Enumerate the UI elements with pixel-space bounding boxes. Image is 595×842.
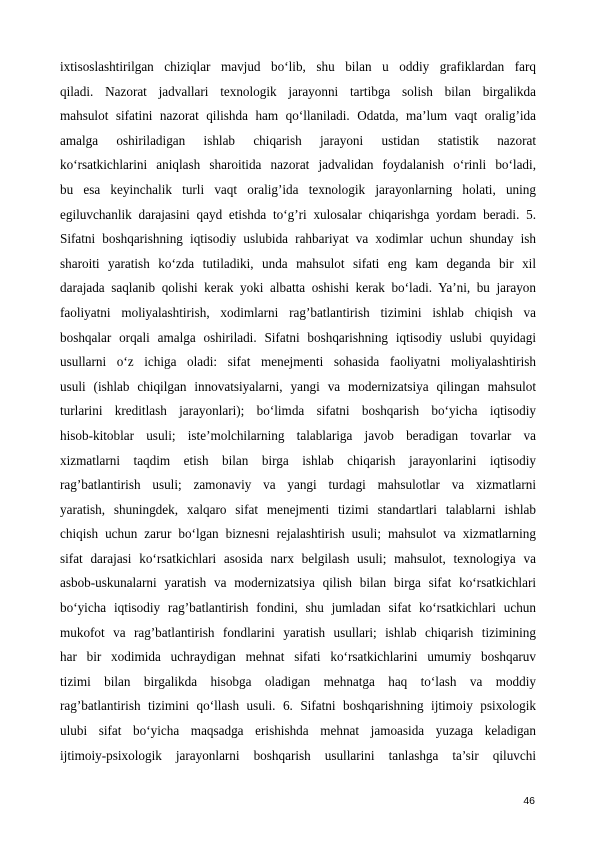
text-line: bu esa keyinchalik turli vaqt oralig’ida texnologik jarayonlarning holati, uning <box>60 181 536 197</box>
text-line: ijtimoiy-psixologik jarayonlarni boshqarish usullarini tanlashga ta’sir qiluvchi <box>60 747 536 763</box>
text-line: rag’batlantirish usuli; zamonaviy va yangi turdagi mahsulotlar va xizmatlarni <box>60 477 536 493</box>
text-line: boshqalar orqali amalga oshiriladi. Sifatni boshqarishning iqtisodiy uslubi quyidagi <box>60 329 536 345</box>
text-line: Sifatni boshqarishning iqtisodiy uslubida rahbariyat va xodimlar uchun shunday ish <box>60 231 536 247</box>
text-line: ixtisoslashtirilgan chiziqlar mavjud bo‘lib, shu bilan u oddiy grafiklardan farq <box>60 59 536 74</box>
text-line: tizimi bilan birgalikda hisobga oladigan mehnatga haq to‘lash va moddiy <box>60 673 536 689</box>
text-line: rag’batlantirish tizimini qo‘llash usuli. 6. Sifatni boshqarishning ijtimoiy psixologik <box>60 698 536 714</box>
page-number: 46 <box>523 795 535 807</box>
text-line: asbob-uskunalarni yaratish va modernizatsiya qilish bilan birga sifat ko‘rsatkichlari <box>60 575 536 591</box>
text-line: turlarini kreditlash jarayonlari); bo‘limda sifatni boshqarish bo‘yicha iqtisodiy <box>60 403 536 419</box>
text-line: egiluvchanlik darajasini qayd etishda to‘g’ri xulosalar chiqarishga yordam beradi. 5. <box>60 206 536 222</box>
text-line: xizmatlarni taqdim etish bilan birga ishlab chiqarish jarayonlarini iqtisodiy <box>60 452 536 468</box>
text-line: mahsulot sifatini nazorat qilishda ham qo‘llaniladi. Odatda, ma’lum vaqt oralig’ida <box>60 108 536 124</box>
text-line: sifat darajasi ko‘rsatkichlari asosida narx belgilash usuli; mahsulot, texnologiya va <box>60 550 536 566</box>
text-line: hisob-kitoblar usuli; iste’molchilarning talablariga javob beradigan tovarlar va <box>60 427 536 443</box>
text-line: yaratish, shuningdek, xalqaro sifat menejmenti tizimi standartlari talablarni ishlab <box>60 501 536 517</box>
text-line: amalga oshiriladigan ishlab chiqarish jarayoni ustidan statistik nazorat <box>60 132 536 148</box>
text-line: ko‘rsatkichlarini aniqlash sharoitida nazorat jadvalidan foydalanish o‘rinli bo‘ladi, <box>60 157 536 173</box>
text-line: chiqish uchun zarur bo‘lgan biznesni rejalashtirish usuli; mahsulot va xizmatlarning <box>60 526 536 542</box>
text-line: ulubi sifat bo‘yicha maqsadga erishishda mehnat jamoasida yuzaga keladigan <box>60 723 536 739</box>
text-line: sharoiti yaratish ko‘zda tutiladiki, unda mahsulot sifati eng kam deganda bir xil <box>60 255 536 271</box>
text-line: mukofot va rag’batlantirish fondlarini yaratish usullari; ishlab chiqarish tizimining <box>60 624 536 640</box>
text-line: usuli (ishlab chiqilgan innovatsiyalarni, yangi va modernizatsiya qilingan mahsulot <box>60 378 536 394</box>
text-line: usullarni o‘z ichiga oladi: sifat menejmenti sohasida faoliyatni moliyalashtirish <box>60 354 536 370</box>
text-line: faoliyatni moliyalashtirish, xodimlarni rag’batlantirish tizimini ishlab chiqish va <box>60 304 536 320</box>
text-line: bo‘yicha iqtisodiy rag’batlantirish fondini, shu jumladan sifat ko‘rsatkichlari uchun <box>60 600 536 616</box>
text-line: qiladi. Nazorat jadvallari texnologik jarayonni tartibga solish bilan birgalikda <box>60 83 536 99</box>
text-line: darajada saqlanib qolishi kerak yoki albatta oshishi kerak bo‘ladi. Ya’ni, bu jarayon <box>60 280 536 296</box>
body-paragraph <box>60 55 536 768</box>
text-line: har bir xodimida uchraydigan mehnat sifati ko‘rsatkichlarini umumiy boshqaruv <box>60 649 536 665</box>
